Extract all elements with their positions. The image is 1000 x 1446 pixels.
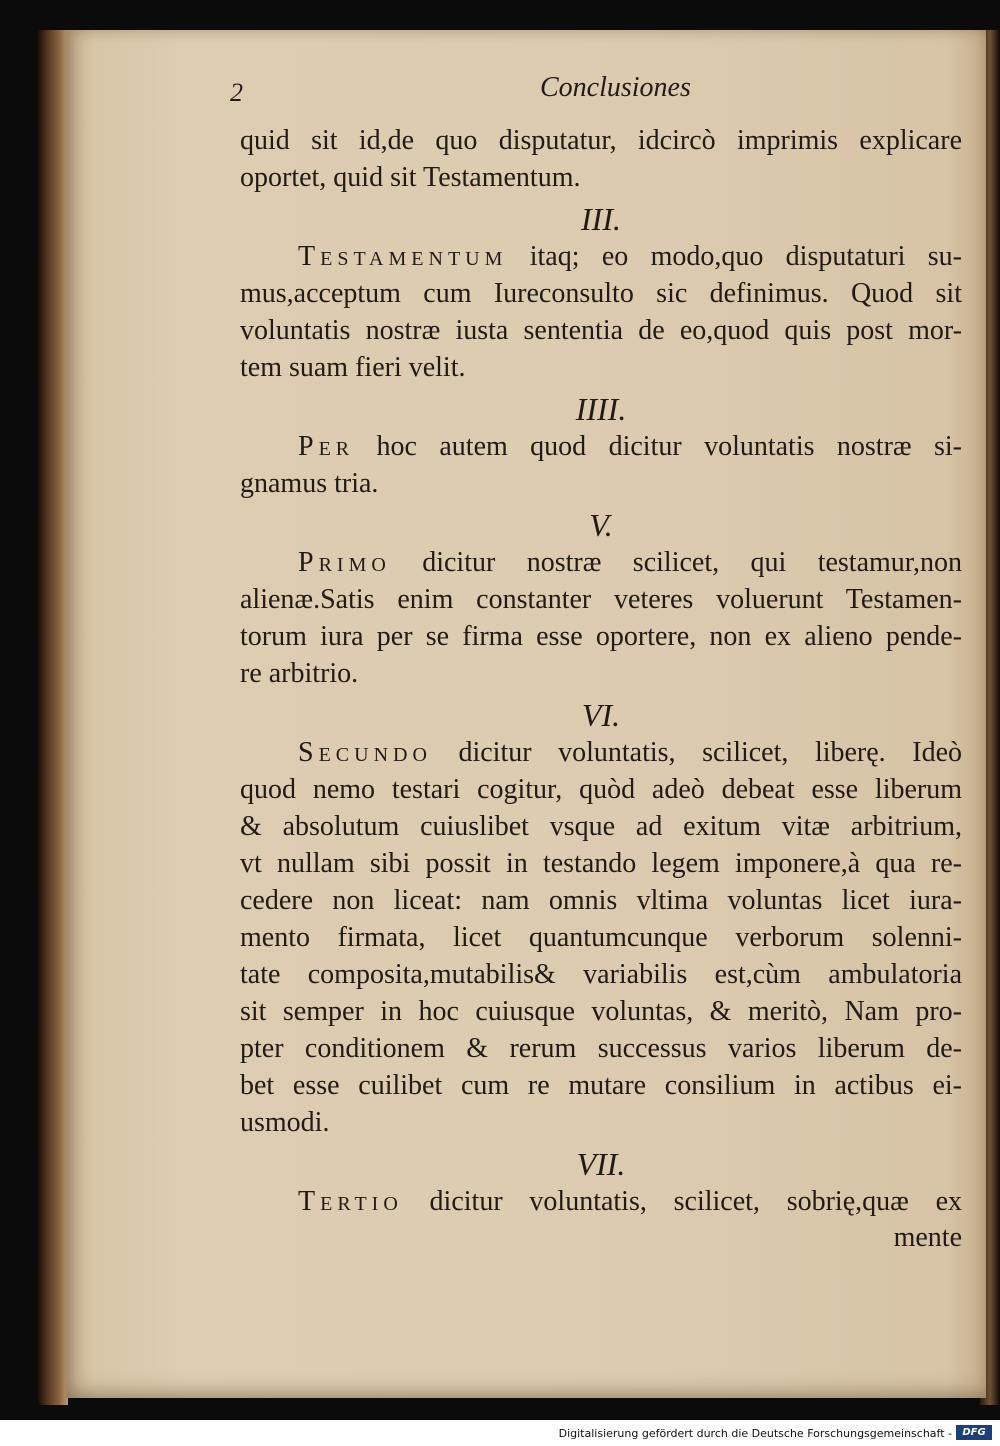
section-number: VI.: [581, 697, 621, 733]
text-line: gnamus tria.: [240, 468, 379, 499]
text-line: usmodi.: [240, 1107, 330, 1138]
text-line: oportet, quid sit Testamentum.: [240, 162, 581, 193]
paragraph-lead-word: Primo: [298, 547, 391, 578]
page-number: 2: [230, 78, 243, 107]
funding-credit: Digitalisierung gefördert durch die Deutsche Forschungsgemeinschaft -: [558, 1427, 952, 1440]
page-content: [170, 72, 962, 1256]
paragraph-first-line: [298, 734, 962, 771]
text-line: quod nemo testari cogitur, quòd adeò debeat esse liberum: [240, 774, 962, 805]
book-spine-edge: [38, 30, 68, 1405]
text-line: tate composita,mutabilis& variabilis est,cùm ambulatoria: [240, 959, 962, 990]
dfg-logo: DFG: [956, 1425, 992, 1440]
text-line: pter conditionem & rerum successus varios liberum de-: [240, 1033, 962, 1064]
paragraph-lead-word: Secundo: [298, 737, 432, 768]
paragraph-line-text: itaq; eo modo,quo disputaturi su-: [507, 241, 962, 272]
paragraph-lead-word: Testamentum: [298, 241, 508, 272]
paragraph-first-line: [298, 1183, 962, 1220]
paragraph-lead-word: Tertio: [298, 1186, 403, 1217]
text-line: mento firmata, licet quantumcunque verborum solenni-: [240, 922, 962, 953]
text-line: alienæ.Satis enim constanter veteres voluerunt Testamen-: [240, 584, 962, 615]
paragraph-line-text: dicitur voluntatis, scilicet, liberę. Ideò: [431, 737, 962, 768]
text-line: cedere non liceat: nam omnis vltima voluntas licet iura-: [240, 885, 962, 916]
catchword: mente: [893, 1222, 962, 1253]
paragraph-lead-word: Per: [298, 431, 355, 462]
running-head: Conclusiones: [540, 72, 691, 103]
page-header: [170, 72, 912, 122]
text-line: & absolutum cuiuslibet vsque ad exitum vitæ arbitrium,: [240, 811, 962, 842]
paragraph-line-text: dicitur voluntatis, scilicet, sobrię,quæ ex: [402, 1186, 962, 1217]
text-line: bet esse cuilibet cum re mutare consilium in actibus ei-: [240, 1070, 962, 1101]
text-line: torum iura per se firma esse oportere, non ex alieno pende-: [240, 621, 962, 652]
text-line: mus,acceptum cum Iureconsulto sic definimus. Quod sit: [240, 278, 962, 309]
paragraph-line-text: hoc autem quod dicitur voluntatis nostræ si-: [354, 431, 962, 462]
text-line: re arbitrio.: [240, 658, 359, 689]
text-line: quid sit id,de quo disputatur, idcircò imprimis explicare: [240, 125, 962, 156]
body-text: [170, 122, 962, 1220]
section-number: IIII.: [575, 391, 627, 427]
text-line: sit semper in hoc cuiusque voluntas, & meritò, Nam pro-: [240, 996, 962, 1027]
text-line: vt nullam sibi possit in testando legem imponere,à qua re-: [240, 848, 962, 879]
paragraph-first-line: [298, 428, 962, 465]
paragraph-first-line: [298, 544, 962, 581]
section-number: V.: [589, 507, 613, 543]
text-line: tem suam fieri velit.: [240, 352, 466, 383]
text-line: voluntatis nostræ iusta sententia de eo,quod quis post mor-: [240, 315, 962, 346]
paragraph-line-text: dicitur nostræ scilicet, qui testamur,non: [390, 547, 962, 578]
paragraph-first-line: [298, 238, 962, 275]
section-number: VII.: [576, 1146, 626, 1182]
section-number: III.: [581, 201, 621, 237]
digitization-footer: [0, 1420, 1000, 1446]
